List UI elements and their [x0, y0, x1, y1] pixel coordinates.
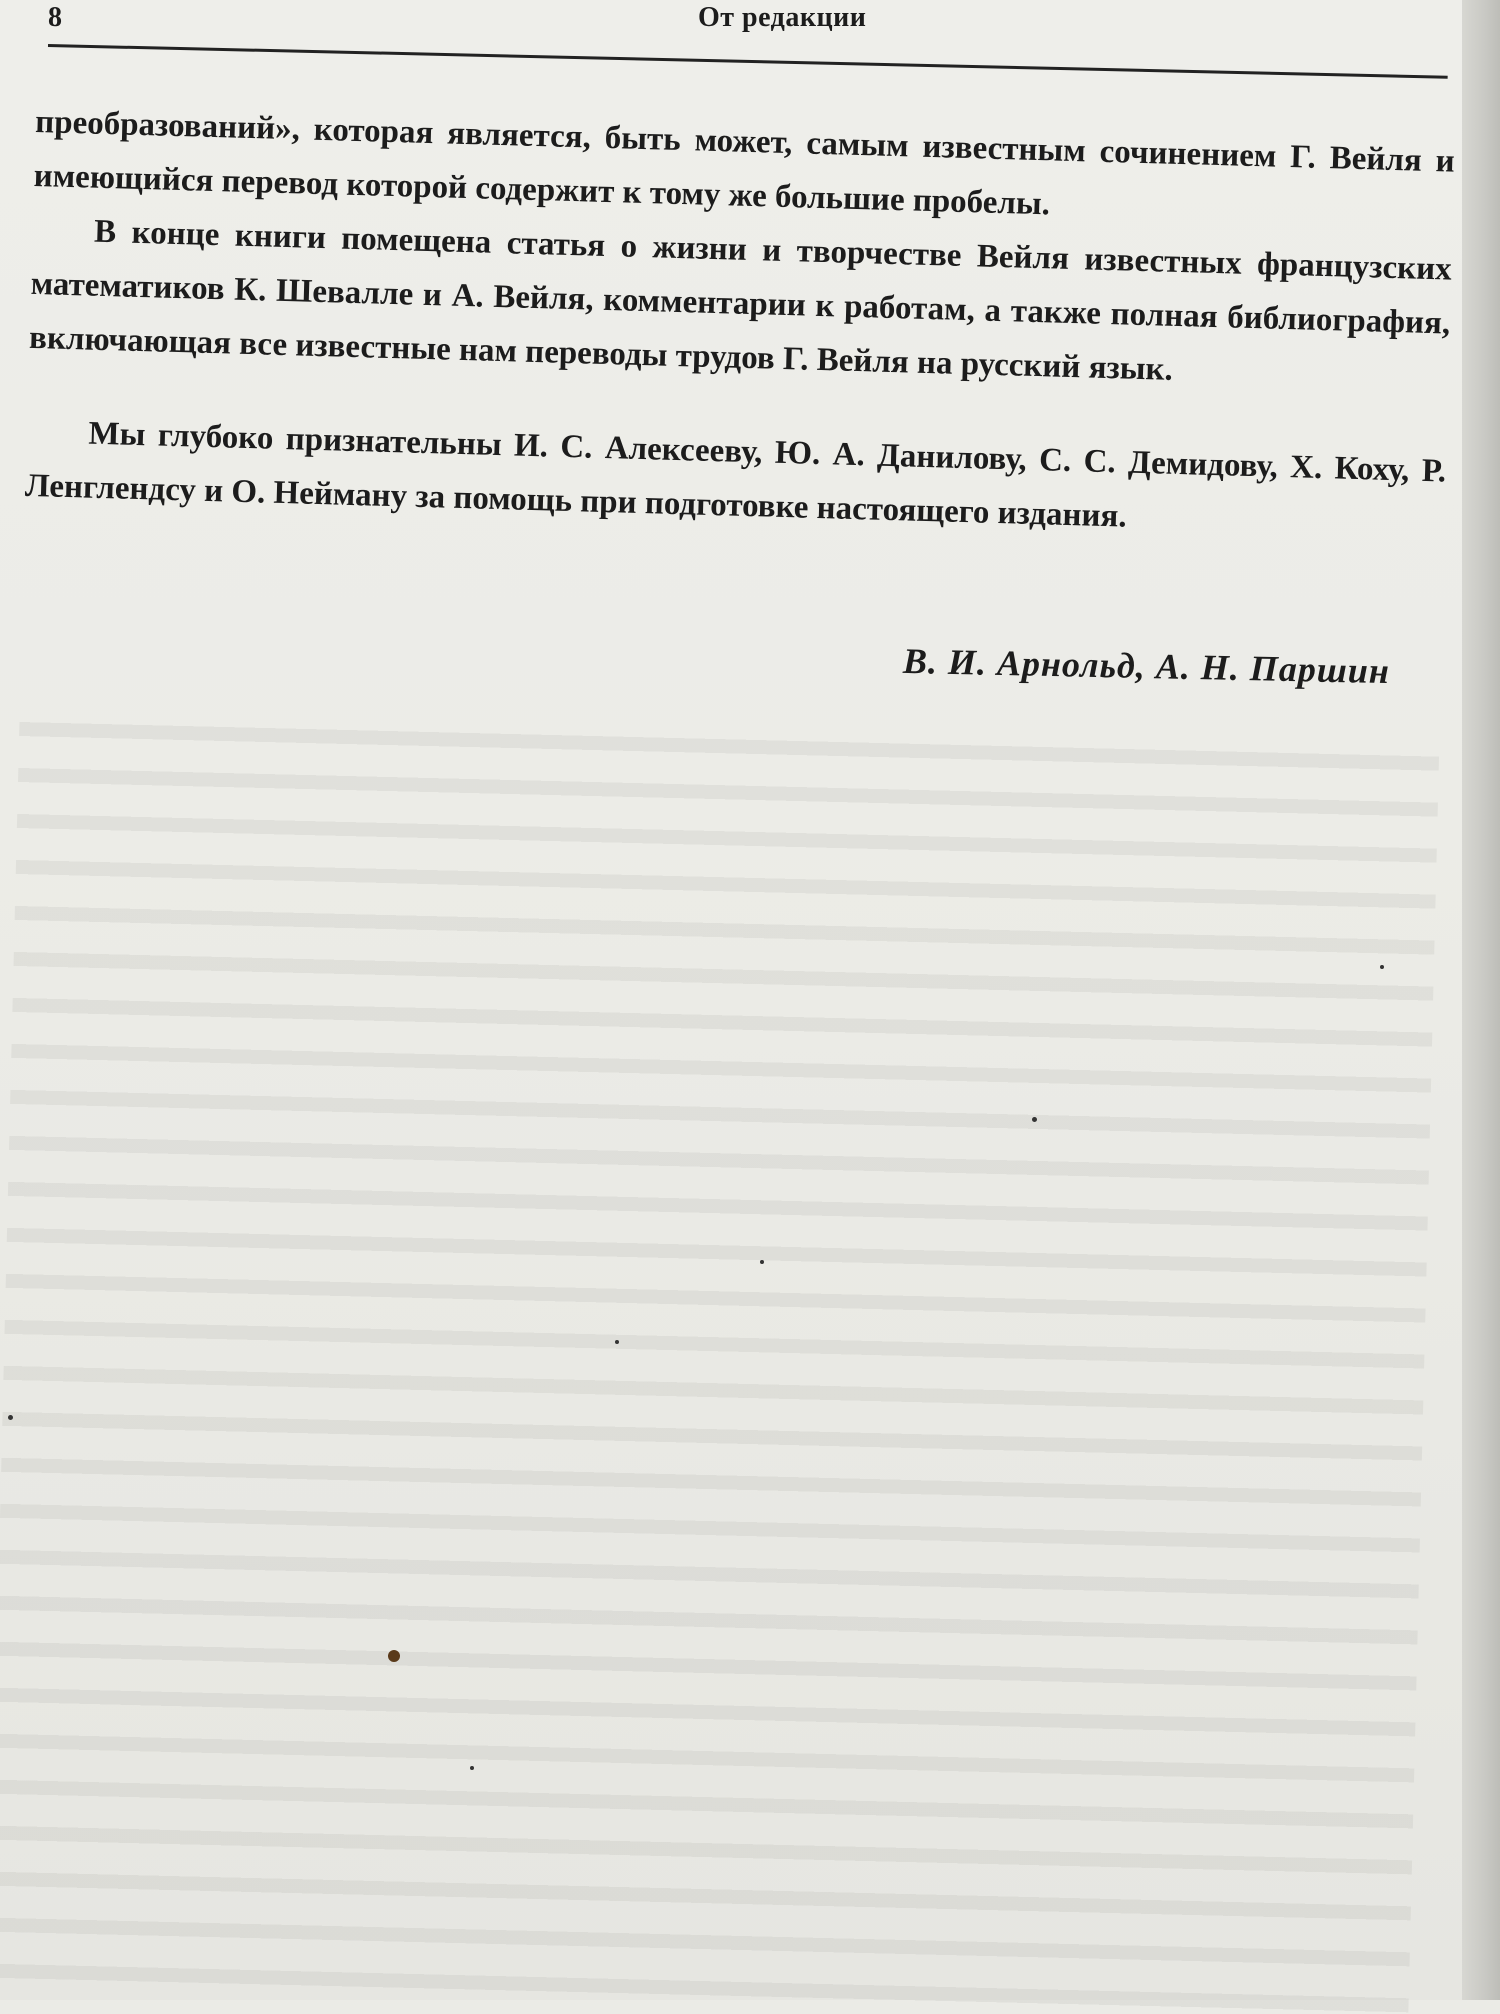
ink-speck — [470, 1766, 474, 1770]
page-edge-shadow — [1462, 0, 1500, 2000]
editors-signature: В. И. Арнольд, А. Н. Паршин — [902, 640, 1391, 692]
paragraph-acknowledgements: Мы глубоко признательны И. С. Алексееву, Ю. А. Данилову, С. С. Демидову, Х. Коху, Р. Ленглендсу и О. Нейману за помощь при подготовке настоящего издания. — [24, 415, 1447, 535]
bleed-through-text — [0, 700, 1440, 2014]
body-text — [24, 95, 1455, 552]
paragraph-book-contents: В конце книги помещена статья о жизни и творчестве Вейля известных французских математиков К. Шевалле и А. Вейля, комментарии к работам, а также полная библиография, включающая все известные нам переводы трудов Г. Вейля на русский язык. — [28, 213, 1453, 388]
paragraph-continuation: преобразований», которая является, быть может, самым известным сочинением Г. Вейля и имеющийся перевод которой содержит к тому же большие пробелы. — [33, 103, 1456, 223]
ink-speck — [8, 1415, 13, 1420]
header-rule — [48, 44, 1448, 79]
ink-speck — [1032, 1117, 1037, 1122]
running-head — [48, 0, 1448, 44]
ink-speck — [615, 1340, 619, 1344]
ink-speck — [1380, 965, 1384, 969]
page-number: 8 — [48, 2, 62, 33]
running-title: От редакции — [698, 2, 867, 33]
ink-speck — [388, 1650, 400, 1662]
ink-speck — [760, 1260, 764, 1264]
